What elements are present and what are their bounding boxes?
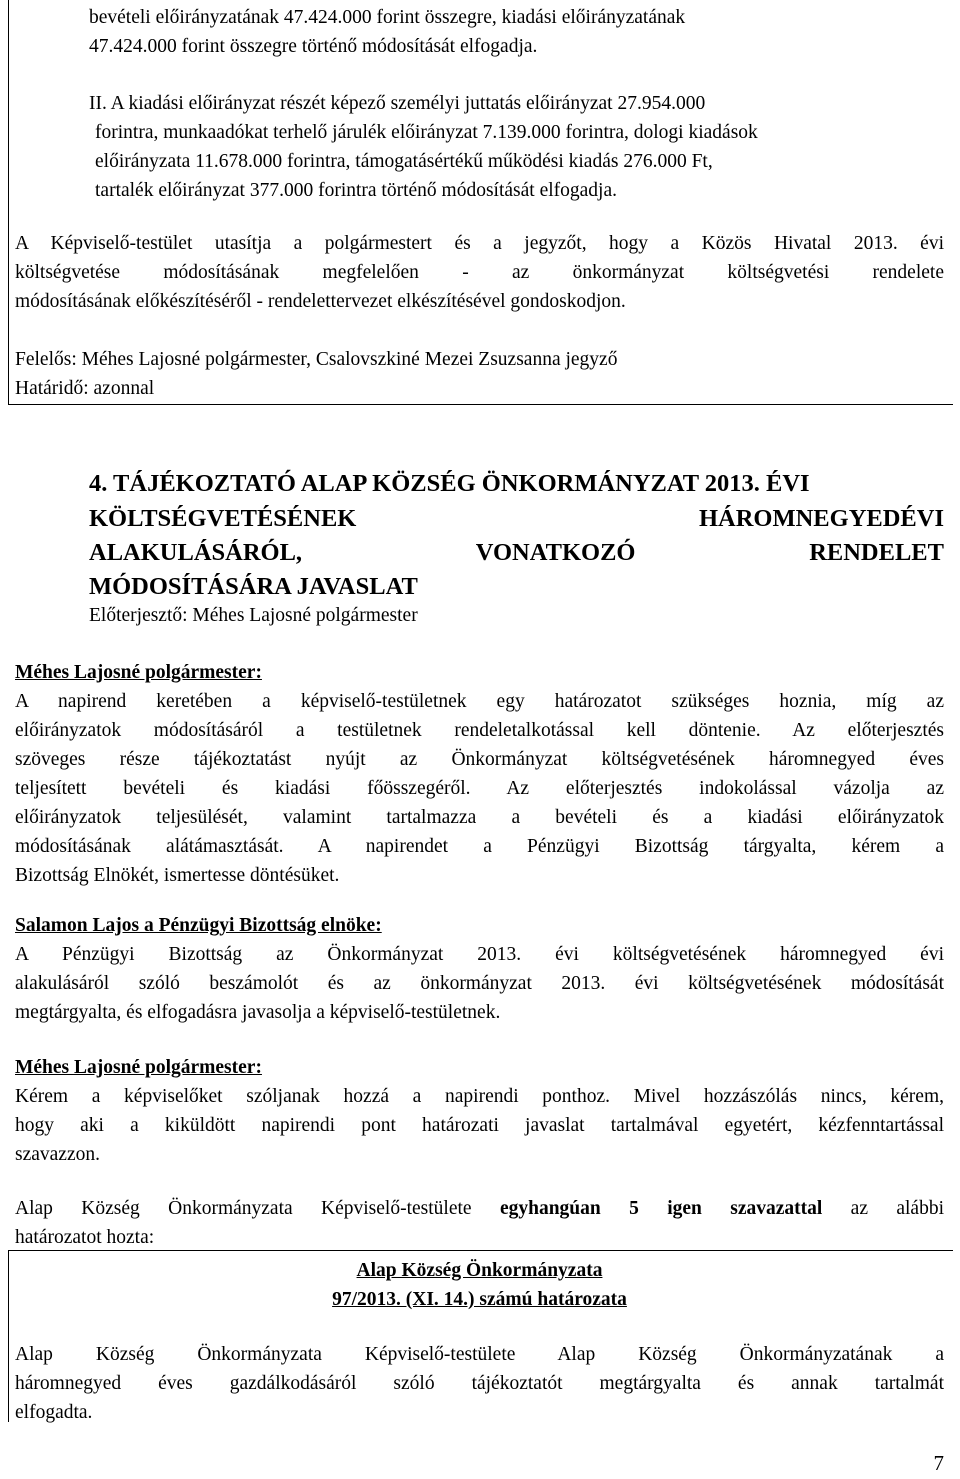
vote-suffix: az alábbi xyxy=(822,1198,945,1219)
heading-line-3 xyxy=(89,537,944,568)
responsible-line: Felelős: Méhes Lajosné polgármester, Csalovszkiné Mezei Zsuzsanna jegyző xyxy=(15,349,618,370)
resolution-number: 97/2013. (XI. 14.) számú határozata xyxy=(332,1289,627,1310)
heading-word: RENDELET xyxy=(809,539,944,566)
text-line: A Képviselő-testület utasítja a polgármestert és a jegyzőt, hogy a Közös Hivatal 2013. évi xyxy=(15,233,944,254)
text-line: Alap Község Önkormányzata Képviselő-testülete Alap Község Önkormányzatának a xyxy=(15,1344,944,1365)
text-line: költségvetése módosításának megfelelően - az önkormányzat költségvetési rendelete xyxy=(15,262,944,283)
text-line: tartalék előirányzat 377.000 forintra történő módosítását elfogadja. xyxy=(95,180,617,201)
responsible-block xyxy=(15,345,944,403)
text-line: elfogadta. xyxy=(15,1402,93,1423)
resolution-border-top xyxy=(8,1250,953,1251)
resolution-title: Alap Község Önkormányzata xyxy=(356,1260,603,1281)
top-paragraph xyxy=(89,3,944,61)
text-line: A napirend keretében a képviselő-testületnek egy határozatot szükséges hoznia, míg az xyxy=(15,691,944,712)
text-line: 47.424.000 forint összegre történő módosítását elfogadja. xyxy=(89,36,538,57)
heading-word: HÁROMNEGYEDÉVI xyxy=(698,505,944,532)
vote-line-2: határozatot hozta: xyxy=(15,1227,155,1248)
text-line: A Pénzügyi Bizottság az Önkormányzat 2013. évi költségvetésének háromnegyed évi xyxy=(15,944,944,965)
instruction-paragraph xyxy=(15,229,944,316)
border-left-top xyxy=(8,0,9,404)
vote-result: egyhangúan 5 igen szavazattal xyxy=(499,1198,823,1219)
text-line: megtárgyalta, és elfogadásra javasolja a képviselő-testületnek. xyxy=(15,1002,501,1023)
speaker-name: Salamon Lajos a Pénzügyi Bizottság elnöke: xyxy=(15,915,382,936)
text-line: módosításának alátámasztását. A napirendet a Pénzügyi Bizottság tárgyalta, kérem a xyxy=(15,836,944,857)
page-number: 7 xyxy=(933,1451,944,1475)
heading-word: VONATKOZÓ xyxy=(475,539,636,566)
text-line: előirányzatok teljesülését, valamint tartalmazza a bevételi és a kiadási előirányzatok xyxy=(15,807,944,828)
section-ii xyxy=(89,89,944,205)
heading-word: ALAKULÁSÁRÓL, xyxy=(89,539,303,566)
agenda-heading xyxy=(89,468,944,499)
deadline-line: Határidő: azonnal xyxy=(15,378,155,399)
agenda-heading-cont xyxy=(89,503,944,602)
text-line: hogy aki a kiküldött napirendi pont határozati javaslat tartalmával egyetért, kézfenntartással xyxy=(15,1115,944,1136)
border-bottom-top xyxy=(8,404,953,405)
text-line: teljesített bevételi és kiadási főösszegéről. Az előterjesztés indokolással vázolja az xyxy=(15,778,944,799)
text-line: előirányzatok módosításáról a testületnek rendeletalkotással kell döntenie. Az előterjesztés xyxy=(15,720,944,741)
text-line: háromnegyed éves gazdálkodásáról szóló tájékoztatót megtárgyalta és annak tartalmát xyxy=(15,1373,944,1394)
resolution-text xyxy=(15,1340,944,1427)
text-line: szöveges része tájékoztatást nyújt az Önkormányzat költségvetésének háromnegyed éves xyxy=(15,749,944,770)
text-line: II. A kiadási előirányzat részét képező személyi juttatás előirányzat 27.954.000 xyxy=(89,93,706,114)
vote-line xyxy=(15,1194,944,1223)
text-line: Kérem a képviselőket szóljanak hozzá a napirendi ponthoz. Mivel hozzászólás nincs, kérem, xyxy=(15,1086,944,1107)
text-line: alakulásáról szóló beszámolót és az önkormányzat 2013. évi költségvetésének módosítását xyxy=(15,973,944,994)
speaker-name: Méhes Lajosné polgármester: xyxy=(15,1057,262,1078)
speaker-2-block xyxy=(15,911,944,1027)
heading-line-4: MÓDOSÍTÁSÁRA JAVASLAT xyxy=(89,573,418,600)
text-line: előirányzata 11.678.000 forintra, támogatásértékű működési kiadás 276.000 Ft, xyxy=(95,151,713,172)
resolution-header xyxy=(15,1256,944,1314)
text-line: szavazzon. xyxy=(15,1144,100,1165)
text-line: módosításának előkészítéséről - rendelettervezet elkészítésével gondoskodjon. xyxy=(15,291,626,312)
heading-line-2 xyxy=(89,503,944,534)
speaker-name: Méhes Lajosné polgármester: xyxy=(15,662,262,683)
text-line: forintra, munkaadókat terhelő járulék előirányzat 7.139.000 forintra, dologi kiadások xyxy=(95,122,758,143)
vote-block xyxy=(15,1194,944,1252)
text-line: Bizottság Elnökét, ismertesse döntésüket. xyxy=(15,865,340,886)
presenter-line: Előterjesztő: Méhes Lajosné polgármester xyxy=(89,605,418,626)
vote-prefix: Alap Község Önkormányzata Képviselő-testülete xyxy=(15,1198,500,1219)
heading-word: KÖLTSÉGVETÉSÉNEK xyxy=(89,505,357,532)
speaker-3-block xyxy=(15,1053,944,1169)
speaker-1-block xyxy=(15,658,944,890)
heading-line-1: 4. TÁJÉKOZTATÓ ALAP KÖZSÉG ÖNKORMÁNYZAT 2013. ÉVI xyxy=(89,470,810,497)
resolution-border-left xyxy=(8,1250,9,1422)
text-line: bevételi előirányzatának 47.424.000 forint összegre, kiadási előirányzatának xyxy=(89,7,686,28)
